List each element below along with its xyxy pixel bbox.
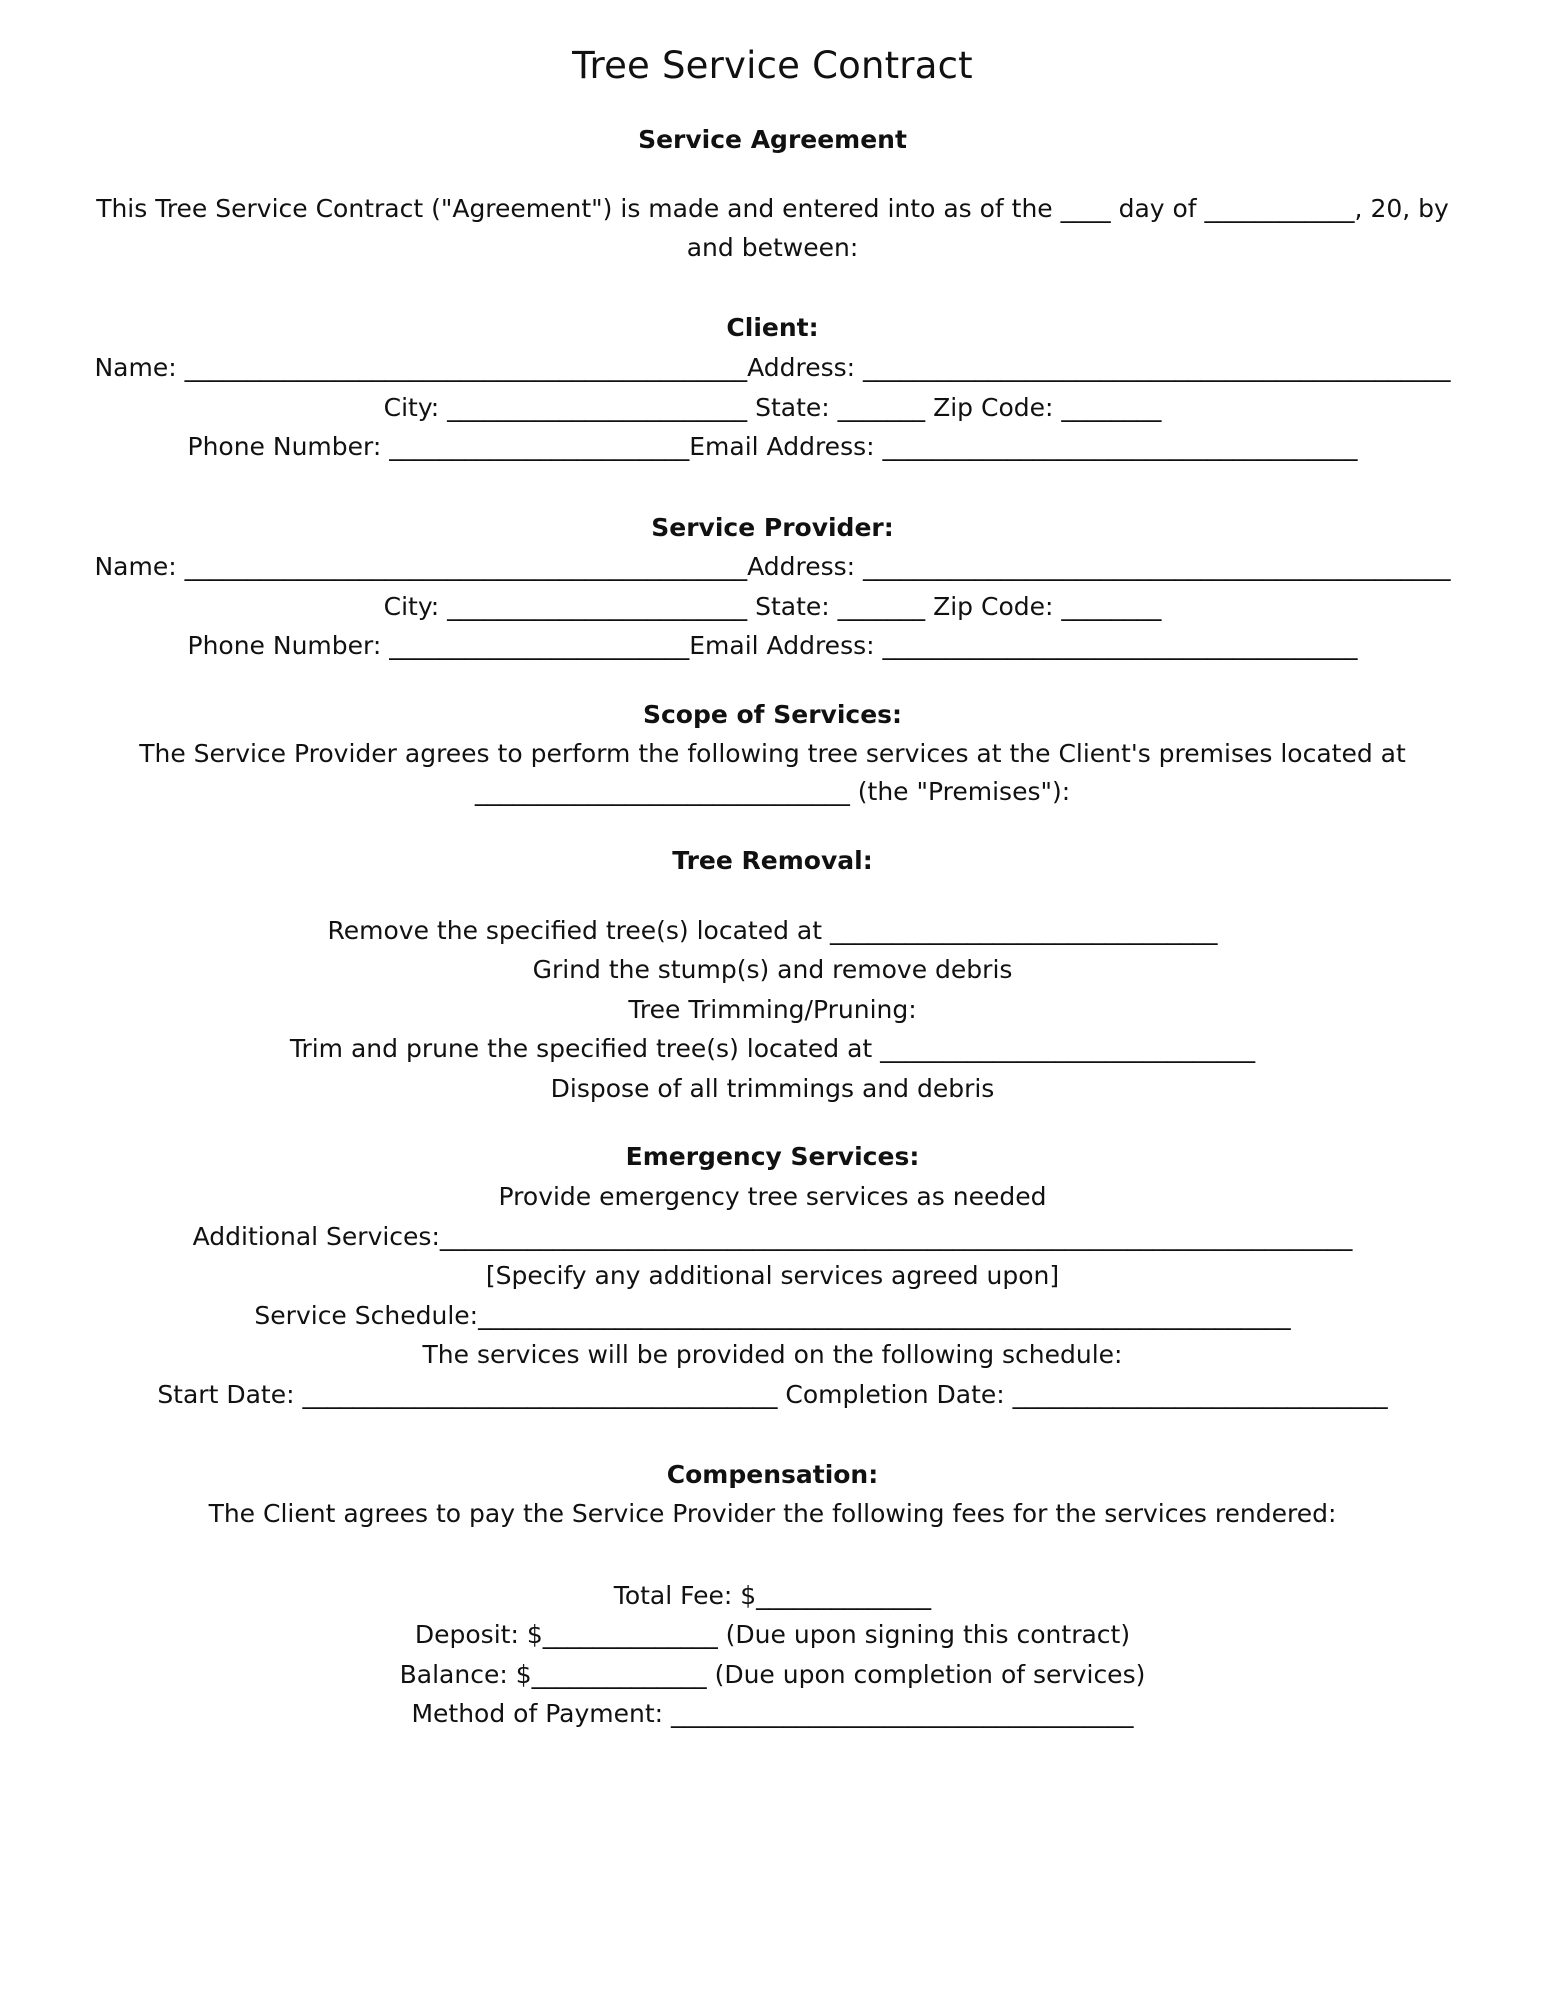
scope-of-services-body: The Service Provider agrees to perform the following tree services at the Client's premises located at ______________________________ (the "Premises"):	[139, 738, 1406, 807]
client-name-address-line: Name: _____________________________________________Address: _______________________________________________	[94, 353, 1451, 382]
spacer	[70, 1108, 1475, 1138]
deposit-line: Deposit: $______________ (Due upon signing this contract)	[414, 1620, 1131, 1649]
spacer	[70, 1534, 1475, 1576]
spacer	[70, 812, 1475, 842]
spacer	[70, 1414, 1475, 1456]
tree-removal-item: Grind the stump(s) and remove debris	[532, 955, 1013, 985]
service-schedule-line: Service Schedule:_________________________________________________________________	[254, 1300, 1291, 1330]
additional-services-line: Additional Services:_________________________________________________________________________	[192, 1221, 1353, 1251]
method-of-payment-line: Method of Payment: _____________________________________	[411, 1699, 1134, 1728]
spacer	[70, 467, 1475, 509]
additional-services-note: [Specify any additional services agreed upon]	[485, 1261, 1060, 1290]
client-city-state-zip-line: City: ________________________ State: _______ Zip Code: ________	[383, 392, 1162, 422]
client-heading: Client:	[726, 313, 819, 343]
service-agreement-heading: Service Agreement	[638, 125, 907, 154]
service-schedule-note: The services will be provided on the following schedule:	[422, 1340, 1123, 1369]
emergency-services-item: Provide emergency tree services as needed	[498, 1182, 1047, 1211]
tree-removal-heading: Tree Removal:	[672, 846, 873, 875]
spacer	[70, 881, 1475, 911]
spacer	[70, 666, 1475, 696]
total-fee-line: Total Fee: $______________	[613, 1580, 932, 1610]
emergency-services-heading: Emergency Services:	[625, 1142, 920, 1172]
compensation-heading: Compensation:	[666, 1460, 879, 1489]
balance-line: Balance: $______________ (Due upon completion of services)	[399, 1659, 1146, 1689]
start-completion-date-line: Start Date: ______________________________________ Completion Date: ______________________________	[157, 1379, 1388, 1409]
page-title: Tree Service Contract	[572, 44, 973, 87]
tree-removal-item: Dispose of all trimmings and debris	[550, 1073, 995, 1103]
provider-phone-email-line: Phone Number: ________________________Email Address: ______________________________________	[187, 631, 1358, 661]
provider-name-address-line: Name: _____________________________________________Address: _______________________________________________	[94, 552, 1451, 582]
client-phone-email-line: Phone Number: ________________________Email Address: ______________________________________	[187, 432, 1358, 461]
compensation-body: The Client agrees to pay the Service Provider the following fees for the services rendered:	[208, 1498, 1337, 1528]
tree-removal-item: Trim and prune the specified tree(s) located at ______________________________	[289, 1034, 1256, 1064]
spacer	[70, 160, 1475, 190]
service-provider-heading: Service Provider:	[651, 512, 894, 542]
provider-city-state-zip-line: City: ________________________ State: _______ Zip Code: ________	[383, 591, 1162, 621]
tree-removal-item: Tree Trimming/Pruning:	[628, 994, 917, 1024]
tree-removal-item: Remove the specified tree(s) located at _______________________________	[327, 915, 1218, 945]
intro-paragraph: This Tree Service Contract ("Agreement") is made and entered into as of the ____ day of ____________, 20, by and between:	[96, 193, 1449, 262]
scope-of-services-heading: Scope of Services:	[642, 699, 903, 729]
spacer	[70, 267, 1475, 309]
